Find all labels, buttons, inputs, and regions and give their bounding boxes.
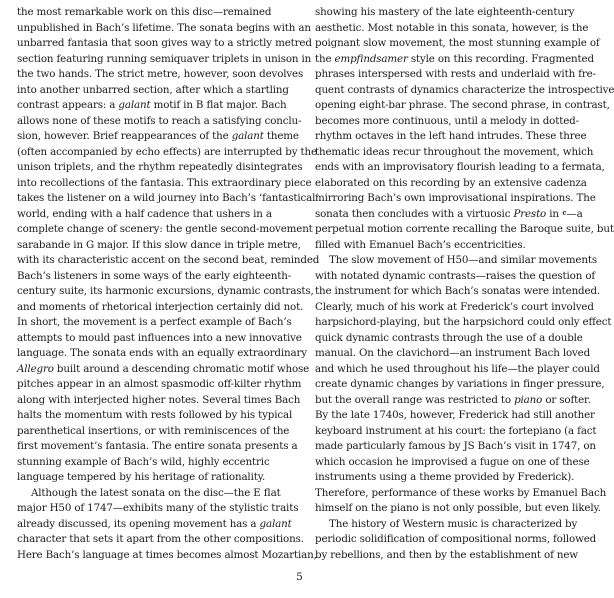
text-line: manual. On the clavichord—an instrument Bach loved <box>315 347 591 359</box>
text-line: perpetual motion corrente recalling the Baroque suite, but <box>315 223 614 235</box>
text-segment: sion, however. Brief reappearances of the <box>17 130 232 142</box>
text-line: periodic solidification of compositional norms, followed <box>315 533 597 545</box>
right-text-column <box>315 5 614 563</box>
text-line: quent contrasts of dynamics characterize the introspective <box>315 83 614 96</box>
italic-term: galant <box>231 130 264 142</box>
text-line: Therefore, performance of these works by Emanuel Bach <box>315 486 607 499</box>
text-line: with its characteristic accent on the second beat, reminded <box>17 254 320 266</box>
left-text-column <box>17 5 320 563</box>
text-line: unbarred fantasia that soon gives way to a strictly metred <box>17 37 312 49</box>
text-line: stunning example of Bach’s wild, highly eccentric <box>17 455 270 468</box>
text-line: unpublished in Bach’s lifetime. The sonata begins with an <box>17 21 311 34</box>
text-line <box>17 517 292 533</box>
text-line: by rebellions, and then by the establishment of new <box>315 548 578 561</box>
text-line: Clearly, much of his work at Frederick’s court involved <box>315 300 594 313</box>
text-line <box>17 362 310 378</box>
text-segment: in 𝄴—a <box>546 207 583 220</box>
text-line: (often accompanied by echo effects) are interrupted by the <box>17 145 317 158</box>
text-segment: or softer. <box>542 393 591 406</box>
text-line: the most remarkable work on this disc—remained <box>17 6 272 18</box>
text-line: keyboard instrument at his court: the fortepiano (a fact <box>315 424 597 437</box>
text-line: and which he used throughout his life—the player could <box>315 362 600 375</box>
text-line: opening eight-bar phrase. The second phrase, in contrast, <box>315 99 610 111</box>
text-line: instruments using a theme provided by Frederick). <box>315 471 575 483</box>
italic-term: galant <box>118 99 151 111</box>
text-segment: theme <box>263 130 299 142</box>
text-line: complete change of scenery: the gentle second-movement <box>17 223 313 235</box>
text-line: takes the listener on a wild journey into Bach’s ‘fantastical’ <box>17 192 319 204</box>
text-line: rhythm octaves in the left hand intrudes. These three <box>315 130 587 142</box>
text-line: world, ending with a half cadence that ushers in a <box>17 207 272 220</box>
text-line: attempts to mould past influences into a new innovative <box>17 331 302 344</box>
text-line: The slow movement of H50—and similar movements <box>329 254 597 266</box>
text-line: the two hands. The strict metre, however, soon devolves <box>17 68 304 80</box>
italic-term: galant <box>259 517 292 530</box>
text-line: The history of Western music is characterized by <box>329 517 578 530</box>
text-line: the instrument for which Bach’s sonatas were intended. <box>315 285 601 297</box>
text-line: Bach’s listeners in some ways of the early eighteenth- <box>17 269 292 282</box>
text-line: pitches appear in an almost spasmodic off-kilter rhythm <box>17 378 302 390</box>
text-line: major H50 of 1747—exhibits many of the stylistic traits <box>17 502 299 514</box>
text-segment: contrast appears: a <box>17 99 119 111</box>
text-line: ends with an improvisatory flourish leading to a fermata, <box>315 161 605 173</box>
text-line: parenthetical insertions, or with reminiscences of the <box>17 424 290 437</box>
text-segment: already discussed, its opening movement has a <box>17 517 260 530</box>
text-line: filled with Emanuel Bach’s eccentricities. <box>315 238 526 251</box>
text-line <box>17 98 287 114</box>
text-line: century suite, its harmonic excursions, dynamic contrasts, <box>17 285 314 297</box>
text-segment: sonata then concludes with a virtuosic <box>315 207 514 220</box>
text-line: elaborated on this recording by an extensive cadenza <box>315 176 587 189</box>
text-line: made particularly famous by JS Bach’s visit in 1747, on <box>315 440 596 452</box>
text-line: Although the latest sonata on the disc—the E flat <box>31 486 281 499</box>
italic-term: Presto <box>513 207 547 220</box>
text-line: character that sets it apart from the other compositions. <box>17 533 304 545</box>
italic-term: Allegro <box>17 362 54 375</box>
page-number: 5 <box>296 571 303 583</box>
text-line: and moments of rhetorical interjection certainly did not. <box>17 300 304 313</box>
text-line <box>315 207 582 223</box>
italic-term: piano <box>514 393 543 406</box>
text-line: along with interjected higher notes. Several times Bach <box>17 393 301 406</box>
text-line: language. The sonata ends with an equally extraordinary <box>17 347 307 359</box>
text-line: becomes more continuous, until a melody in dotted- <box>315 114 579 127</box>
text-line: allows none of these motifs to reach a satisfying conclu- <box>17 114 302 127</box>
text-line: language tempered by his heritage of rationality. <box>17 471 266 483</box>
text-line: quick dynamic contrasts through the use of a double <box>315 331 583 344</box>
text-segment: but the overall range was restricted to <box>315 393 515 406</box>
text-line: first movement’s fantasia. The entire sonata presents a <box>17 440 298 452</box>
italic-term: empfindsamer <box>334 52 408 65</box>
text-line: halts the momentum with rests followed by his typical <box>17 409 293 421</box>
text-line: unison triplets, and the rhythm repeatedly disintegrates <box>17 161 303 173</box>
text-line: section featuring running semiquaver triplets in unison in <box>17 52 312 65</box>
text-line: with notated dynamic contrasts—raises the question of <box>315 269 596 282</box>
text-line <box>17 129 299 145</box>
text-line: poignant slow movement, the most stunning example of <box>315 37 600 49</box>
text-line <box>315 52 594 68</box>
text-line: sarabande in G major. If this slow dance in triple metre, <box>17 238 301 251</box>
text-segment: motif in B flat major. Bach <box>150 99 287 111</box>
text-line: Here Bach’s language at times becomes almost Mozartian, <box>17 548 317 561</box>
text-line: himself on the piano is not only possible, but even likely. <box>315 502 601 514</box>
text-segment: style on this recording. Fragmented <box>407 52 594 65</box>
text-segment: built around a descending chromatic motif whose <box>53 362 310 375</box>
text-line: into recollections of the fantasia. This extraordinary piece <box>17 176 312 189</box>
text-line: which occasion he improvised a fugue on one of these <box>315 455 590 468</box>
text-line: create dynamic changes by variations in finger pressure, <box>315 378 605 390</box>
text-line: In short, the movement is a perfect example of Bach’s <box>17 316 292 328</box>
text-line: into another unbarred section, after which a startling <box>17 83 289 96</box>
text-line: harpsichord-playing, but the harpsichord could only effect <box>315 316 612 328</box>
text-line: mirroring Bach’s own improvisational inspirations. The <box>315 192 596 204</box>
text-segment: the <box>315 52 335 65</box>
text-line: aesthetic. Most notable in this sonata, however, is the <box>315 21 589 34</box>
text-line: By the late 1740s, however, Frederick had still another <box>315 409 595 421</box>
text-line: showing his mastery of the late eighteenth-century <box>315 6 575 18</box>
text-line: thematic ideas recur throughout the movement, which <box>315 145 594 158</box>
text-line: phrases interspersed with rests and underlaid with fre- <box>315 68 596 80</box>
text-line <box>315 393 591 409</box>
